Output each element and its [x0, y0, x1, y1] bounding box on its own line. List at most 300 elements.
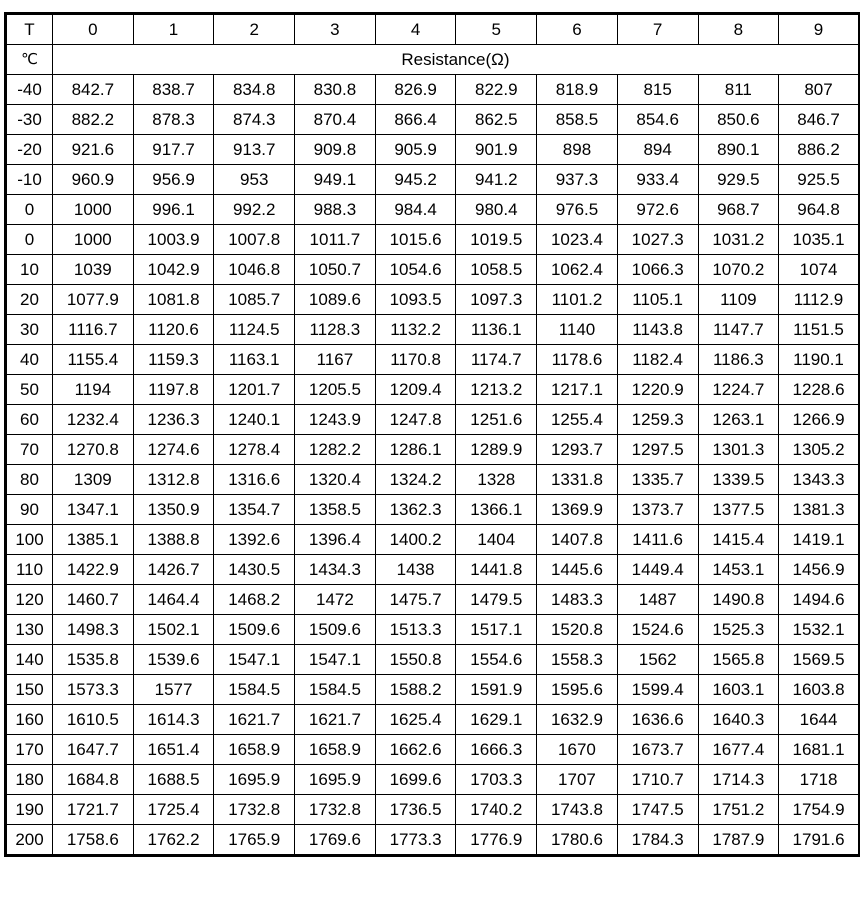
resistance-cell: 1263.1: [698, 405, 779, 435]
resistance-cell: 1205.5: [295, 375, 376, 405]
resistance-cell: 1599.4: [617, 675, 698, 705]
table-row: [6, 195, 860, 225]
resistance-cell: 1773.3: [375, 825, 456, 856]
resistance-cell: 1077.9: [53, 285, 134, 315]
table-body: [6, 75, 860, 856]
resistance-cell: 1509.6: [295, 615, 376, 645]
resistance-cell: 1629.1: [456, 705, 537, 735]
column-header: 9: [779, 14, 860, 45]
table-row: [6, 345, 860, 375]
resistance-cell: 933.4: [617, 165, 698, 195]
column-header: 4: [375, 14, 456, 45]
resistance-cell: 1066.3: [617, 255, 698, 285]
resistance-cell: 1377.5: [698, 495, 779, 525]
resistance-cell: 1517.1: [456, 615, 537, 645]
resistance-cell: 822.9: [456, 75, 537, 105]
temperature-cell: 100: [6, 525, 53, 555]
resistance-cell: 1699.6: [375, 765, 456, 795]
resistance-cell: 980.4: [456, 195, 537, 225]
resistance-cell: 1502.1: [133, 615, 214, 645]
resistance-cell: 1255.4: [537, 405, 618, 435]
resistance-cell: 1274.6: [133, 435, 214, 465]
resistance-cell: 1658.9: [214, 735, 295, 765]
resistance-cell: 1324.2: [375, 465, 456, 495]
resistance-cell: 909.8: [295, 135, 376, 165]
resistance-cell: 1151.5: [779, 315, 860, 345]
resistance-cell: 1105.1: [617, 285, 698, 315]
resistance-cell: 1369.9: [537, 495, 618, 525]
resistance-cell: 1293.7: [537, 435, 618, 465]
column-header: 2: [214, 14, 295, 45]
temperature-cell: 200: [6, 825, 53, 856]
resistance-cell: 1186.3: [698, 345, 779, 375]
resistance-cell: 1460.7: [53, 585, 134, 615]
column-header: 3: [295, 14, 376, 45]
table-row: [6, 735, 860, 765]
resistance-cell: 1787.9: [698, 825, 779, 856]
resistance-cell: 1278.4: [214, 435, 295, 465]
temperature-cell: 120: [6, 585, 53, 615]
resistance-cell: 992.2: [214, 195, 295, 225]
unit-label: ℃: [6, 45, 53, 75]
resistance-cell: 1224.7: [698, 375, 779, 405]
temperature-cell: 10: [6, 255, 53, 285]
resistance-cell: 1167: [295, 345, 376, 375]
resistance-cell: 1331.8: [537, 465, 618, 495]
temperature-cell: 110: [6, 555, 53, 585]
resistance-cell: 1109: [698, 285, 779, 315]
resistance-cell: 1426.7: [133, 555, 214, 585]
resistance-cell: 1532.1: [779, 615, 860, 645]
resistance-cell: 878.3: [133, 105, 214, 135]
resistance-cell: 1023.4: [537, 225, 618, 255]
resistance-cell: 1228.6: [779, 375, 860, 405]
resistance-cell: 1347.1: [53, 495, 134, 525]
resistance-cell: 984.4: [375, 195, 456, 225]
resistance-cell: 1354.7: [214, 495, 295, 525]
resistance-cell: 874.3: [214, 105, 295, 135]
resistance-cell: 1584.5: [214, 675, 295, 705]
resistance-cell: 1547.1: [214, 645, 295, 675]
resistance-cell: 850.6: [698, 105, 779, 135]
resistance-cell: 1297.5: [617, 435, 698, 465]
resistance-cell: 1343.3: [779, 465, 860, 495]
column-header: 6: [537, 14, 618, 45]
resistance-cell: 1201.7: [214, 375, 295, 405]
resistance-cell: 830.8: [295, 75, 376, 105]
resistance-cell: 1621.7: [214, 705, 295, 735]
resistance-cell: 1670: [537, 735, 618, 765]
table-row: [6, 795, 860, 825]
resistance-cell: 1251.6: [456, 405, 537, 435]
resistance-cell: 960.9: [53, 165, 134, 195]
resistance-cell: 1769.6: [295, 825, 376, 856]
resistance-cell: 1754.9: [779, 795, 860, 825]
resistance-cell: 1011.7: [295, 225, 376, 255]
resistance-cell: 1035.1: [779, 225, 860, 255]
temperature-cell: -30: [6, 105, 53, 135]
resistance-cell: 1007.8: [214, 225, 295, 255]
resistance-cell: 1681.1: [779, 735, 860, 765]
resistance-cell: 1751.2: [698, 795, 779, 825]
resistance-cell: 1780.6: [537, 825, 618, 856]
resistance-cell: 1116.7: [53, 315, 134, 345]
table-row: [6, 645, 860, 675]
table-row: [6, 705, 860, 735]
resistance-cell: 901.9: [456, 135, 537, 165]
resistance-cell: 1550.8: [375, 645, 456, 675]
table-row: [6, 165, 860, 195]
column-header: 7: [617, 14, 698, 45]
resistance-cell: 1305.2: [779, 435, 860, 465]
resistance-cell: 964.8: [779, 195, 860, 225]
resistance-cell: 1736.5: [375, 795, 456, 825]
temperature-cell: 30: [6, 315, 53, 345]
resistance-cell: 1182.4: [617, 345, 698, 375]
resistance-cell: 1509.6: [214, 615, 295, 645]
temperature-cell: 150: [6, 675, 53, 705]
table-row: [6, 765, 860, 795]
resistance-cell: 988.3: [295, 195, 376, 225]
resistance-cell: 1058.5: [456, 255, 537, 285]
resistance-cell: 1584.5: [295, 675, 376, 705]
resistance-cell: 1174.7: [456, 345, 537, 375]
resistance-cell: 1666.3: [456, 735, 537, 765]
resistance-cell: 1132.2: [375, 315, 456, 345]
temperature-cell: -20: [6, 135, 53, 165]
resistance-cell: 1547.1: [295, 645, 376, 675]
resistance-cell: 1498.3: [53, 615, 134, 645]
resistance-cell: 1213.2: [456, 375, 537, 405]
resistance-cell: 1625.4: [375, 705, 456, 735]
resistance-cell: 818.9: [537, 75, 618, 105]
resistance-cell: 866.4: [375, 105, 456, 135]
resistance-cell: 1475.7: [375, 585, 456, 615]
resistance-cell: 870.4: [295, 105, 376, 135]
temperature-cell: 130: [6, 615, 53, 645]
resistance-cell: 1301.3: [698, 435, 779, 465]
resistance-cell: 1155.4: [53, 345, 134, 375]
resistance-cell: 1573.3: [53, 675, 134, 705]
table-row: [6, 585, 860, 615]
resistance-cell: 1240.1: [214, 405, 295, 435]
table-row: [6, 375, 860, 405]
resistance-cell: 1695.9: [295, 765, 376, 795]
table-row: [6, 435, 860, 465]
resistance-cell: 1316.6: [214, 465, 295, 495]
resistance-cell: 1042.9: [133, 255, 214, 285]
resistance-cell: 1282.2: [295, 435, 376, 465]
resistance-cell: 1688.5: [133, 765, 214, 795]
resistance-cell: 945.2: [375, 165, 456, 195]
resistance-cell: 842.7: [53, 75, 134, 105]
resistance-cell: 1520.8: [537, 615, 618, 645]
resistance-cell: 956.9: [133, 165, 214, 195]
resistance-cell: 1636.6: [617, 705, 698, 735]
resistance-cell: 1479.5: [456, 585, 537, 615]
resistance-cell: 1081.8: [133, 285, 214, 315]
column-header: 5: [456, 14, 537, 45]
resistance-cell: 1217.1: [537, 375, 618, 405]
resistance-cell: 1640.3: [698, 705, 779, 735]
resistance-cell: 1776.9: [456, 825, 537, 856]
table-row: [6, 105, 860, 135]
resistance-cell: 1714.3: [698, 765, 779, 795]
column-header: 8: [698, 14, 779, 45]
resistance-cell: 1085.7: [214, 285, 295, 315]
resistance-cell: 1247.8: [375, 405, 456, 435]
resistance-cell: 1054.6: [375, 255, 456, 285]
resistance-cell: 1170.8: [375, 345, 456, 375]
resistance-cell: 1396.4: [295, 525, 376, 555]
resistance-cell: 1411.6: [617, 525, 698, 555]
resistance-cell: 941.2: [456, 165, 537, 195]
resistance-cell: 1695.9: [214, 765, 295, 795]
temperature-cell: 40: [6, 345, 53, 375]
resistance-cell: 1732.8: [295, 795, 376, 825]
resistance-cell: 1404: [456, 525, 537, 555]
resistance-cell: 1662.6: [375, 735, 456, 765]
resistance-cell: 1415.4: [698, 525, 779, 555]
temperature-cell: 70: [6, 435, 53, 465]
resistance-cell: 1190.1: [779, 345, 860, 375]
resistance-cell: 815: [617, 75, 698, 105]
resistance-cell: 1120.6: [133, 315, 214, 345]
resistance-cell: 1143.8: [617, 315, 698, 345]
resistance-cell: 1747.5: [617, 795, 698, 825]
resistance-cell: 917.7: [133, 135, 214, 165]
resistance-cell: 1015.6: [375, 225, 456, 255]
resistance-cell: 1220.9: [617, 375, 698, 405]
resistance-cell: 1209.4: [375, 375, 456, 405]
resistance-cell: 1441.8: [456, 555, 537, 585]
resistance-cell: 1703.3: [456, 765, 537, 795]
table-row: [6, 495, 860, 525]
resistance-cell: 1577: [133, 675, 214, 705]
temperature-cell: 60: [6, 405, 53, 435]
temperature-cell: 90: [6, 495, 53, 525]
resistance-cell: 846.7: [779, 105, 860, 135]
resistance-cell: 1289.9: [456, 435, 537, 465]
resistance-cell: 1031.2: [698, 225, 779, 255]
resistance-cell: 1419.1: [779, 525, 860, 555]
resistance-cell: 1554.6: [456, 645, 537, 675]
resistance-cell: 1677.4: [698, 735, 779, 765]
resistance-cell: 1089.6: [295, 285, 376, 315]
resistance-cell: 1784.3: [617, 825, 698, 856]
resistance-cell: 929.5: [698, 165, 779, 195]
resistance-cell: 1569.5: [779, 645, 860, 675]
resistance-cell: 1335.7: [617, 465, 698, 495]
resistance-cell: 1732.8: [214, 795, 295, 825]
resistance-cell: 1178.6: [537, 345, 618, 375]
table-row: [6, 465, 860, 495]
table-row: [6, 405, 860, 435]
resistance-cell: 1595.6: [537, 675, 618, 705]
table-row: [6, 315, 860, 345]
resistance-cell: 968.7: [698, 195, 779, 225]
resistance-cell: 1456.9: [779, 555, 860, 585]
temperature-cell: 140: [6, 645, 53, 675]
resistance-cell: 1074: [779, 255, 860, 285]
table-row: [6, 525, 860, 555]
resistance-cell: 838.7: [133, 75, 214, 105]
resistance-cell: 1236.3: [133, 405, 214, 435]
resistance-cell: 937.3: [537, 165, 618, 195]
resistance-cell: 913.7: [214, 135, 295, 165]
resistance-cell: 826.9: [375, 75, 456, 105]
resistance-cell: 854.6: [617, 105, 698, 135]
table-row: [6, 555, 860, 585]
resistance-cell: 1350.9: [133, 495, 214, 525]
resistance-cell: 1483.3: [537, 585, 618, 615]
resistance-cell: 1385.1: [53, 525, 134, 555]
table-row: [6, 75, 860, 105]
resistance-cell: 1614.3: [133, 705, 214, 735]
resistance-cell: 1513.3: [375, 615, 456, 645]
resistance-cell: 1266.9: [779, 405, 860, 435]
resistance-cell: 1684.8: [53, 765, 134, 795]
column-header: 1: [133, 14, 214, 45]
resistance-cell: 1140: [537, 315, 618, 345]
resistance-cell: 1438: [375, 555, 456, 585]
resistance-cell: 1468.2: [214, 585, 295, 615]
resistance-cell: 1392.6: [214, 525, 295, 555]
temperature-cell: 80: [6, 465, 53, 495]
resistance-cell: 1524.6: [617, 615, 698, 645]
resistance-cell: 1027.3: [617, 225, 698, 255]
resistance-cell: 807: [779, 75, 860, 105]
resistance-cell: 862.5: [456, 105, 537, 135]
resistance-cell: 834.8: [214, 75, 295, 105]
resistance-cell: 1093.5: [375, 285, 456, 315]
table-row: [6, 135, 860, 165]
resistance-cell: 1128.3: [295, 315, 376, 345]
resistance-cell: 1232.4: [53, 405, 134, 435]
resistance-cell: 1003.9: [133, 225, 214, 255]
resistance-cell: 949.1: [295, 165, 376, 195]
corner-label: T: [6, 14, 53, 45]
resistance-cell: 1632.9: [537, 705, 618, 735]
resistance-cell: 921.6: [53, 135, 134, 165]
resistance-cell: 1487: [617, 585, 698, 615]
resistance-cell: 1721.7: [53, 795, 134, 825]
resistance-cell: 1673.7: [617, 735, 698, 765]
resistance-cell: 1312.8: [133, 465, 214, 495]
resistance-header: Resistance(Ω): [53, 45, 860, 75]
temperature-cell: 0: [6, 225, 53, 255]
resistance-cell: 1494.6: [779, 585, 860, 615]
resistance-cell: 1243.9: [295, 405, 376, 435]
resistance-cell: 1558.3: [537, 645, 618, 675]
resistance-cell: 1101.2: [537, 285, 618, 315]
resistance-table: [4, 12, 860, 857]
resistance-cell: 1765.9: [214, 825, 295, 856]
resistance-cell: 1464.4: [133, 585, 214, 615]
resistance-cell: 1710.7: [617, 765, 698, 795]
resistance-cell: 1603.8: [779, 675, 860, 705]
resistance-cell: 1270.8: [53, 435, 134, 465]
temperature-cell: 50: [6, 375, 53, 405]
resistance-cell: 1718: [779, 765, 860, 795]
resistance-cell: 1400.2: [375, 525, 456, 555]
resistance-cell: 1407.8: [537, 525, 618, 555]
table-row: [6, 255, 860, 285]
resistance-cell: 1309: [53, 465, 134, 495]
resistance-cell: 1286.1: [375, 435, 456, 465]
resistance-cell: 1610.5: [53, 705, 134, 735]
resistance-cell: 1062.4: [537, 255, 618, 285]
resistance-cell: 1740.2: [456, 795, 537, 825]
resistance-cell: 811: [698, 75, 779, 105]
resistance-table-container: [4, 12, 860, 857]
resistance-cell: 1050.7: [295, 255, 376, 285]
temperature-cell: -10: [6, 165, 53, 195]
resistance-cell: 976.5: [537, 195, 618, 225]
unit-row: [6, 45, 860, 75]
resistance-cell: 858.5: [537, 105, 618, 135]
resistance-cell: 1791.6: [779, 825, 860, 856]
resistance-cell: 1259.3: [617, 405, 698, 435]
resistance-cell: 1647.7: [53, 735, 134, 765]
resistance-cell: 882.2: [53, 105, 134, 135]
resistance-cell: 1136.1: [456, 315, 537, 345]
resistance-cell: 1490.8: [698, 585, 779, 615]
resistance-cell: 1328: [456, 465, 537, 495]
resistance-cell: 886.2: [779, 135, 860, 165]
column-header: 0: [53, 14, 134, 45]
resistance-cell: 1362.3: [375, 495, 456, 525]
resistance-cell: 1320.4: [295, 465, 376, 495]
resistance-cell: 1658.9: [295, 735, 376, 765]
temperature-cell: 170: [6, 735, 53, 765]
resistance-cell: 1373.7: [617, 495, 698, 525]
temperature-cell: -40: [6, 75, 53, 105]
resistance-cell: 953: [214, 165, 295, 195]
resistance-cell: 1019.5: [456, 225, 537, 255]
table-row: [6, 285, 860, 315]
resistance-cell: 1453.1: [698, 555, 779, 585]
resistance-cell: 1707: [537, 765, 618, 795]
column-header-row: [6, 14, 860, 45]
resistance-cell: 1000: [53, 225, 134, 255]
temperature-cell: 0: [6, 195, 53, 225]
resistance-cell: 1621.7: [295, 705, 376, 735]
resistance-cell: 996.1: [133, 195, 214, 225]
resistance-cell: 1565.8: [698, 645, 779, 675]
resistance-cell: 1539.6: [133, 645, 214, 675]
resistance-cell: 1366.1: [456, 495, 537, 525]
resistance-cell: 1762.2: [133, 825, 214, 856]
resistance-cell: 1430.5: [214, 555, 295, 585]
table-row: [6, 825, 860, 856]
resistance-cell: 1070.2: [698, 255, 779, 285]
resistance-cell: 1388.8: [133, 525, 214, 555]
resistance-cell: 1651.4: [133, 735, 214, 765]
resistance-cell: 905.9: [375, 135, 456, 165]
resistance-cell: 1197.8: [133, 375, 214, 405]
resistance-cell: 1449.4: [617, 555, 698, 585]
resistance-cell: 1445.6: [537, 555, 618, 585]
table-row: [6, 675, 860, 705]
resistance-cell: 1535.8: [53, 645, 134, 675]
resistance-cell: 1039: [53, 255, 134, 285]
resistance-cell: 1758.6: [53, 825, 134, 856]
resistance-cell: 972.6: [617, 195, 698, 225]
resistance-cell: 1358.5: [295, 495, 376, 525]
table-row: [6, 615, 860, 645]
resistance-cell: 1743.8: [537, 795, 618, 825]
